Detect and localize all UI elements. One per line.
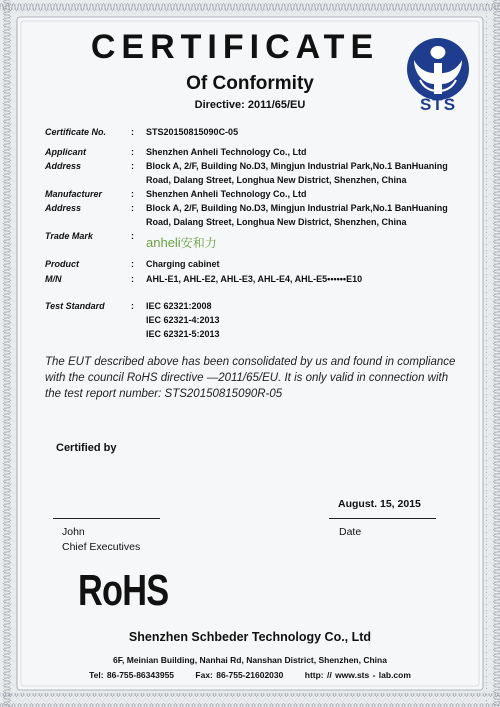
certificate-subtitle: Of Conformity (186, 73, 314, 94)
trade-mark-latin: anheli (146, 235, 181, 250)
model-label: M/N (45, 274, 62, 284)
field-colon: : (131, 203, 134, 213)
applicant-address-value: Block A, 2/F, Building No.D3, Mingjun Industrial Park,No.1 BanHuaning Road, Dalang Street, Longhua New District, Shenzhen, China (146, 161, 448, 185)
issuer-tel: Tel: 86-755-86343955 (89, 670, 175, 680)
manufacturer-address-value: Block A, 2/F, Building No.D3, Mingjun Industrial Park,No.1 BanHuaning Road, Dalang Street, Longhua New District, Shenzhen, China (146, 203, 448, 227)
manufacturer-address-label: Address (45, 203, 82, 213)
rohs-mark: RoHS (78, 566, 169, 615)
issuer-company: Shenzhen Schbeder Technology Co., Ltd (128, 630, 372, 644)
issue-date: August. 15, 2015 (338, 498, 421, 510)
field-colon: : (131, 301, 134, 311)
trade-mark-label: Trade Mark (45, 231, 93, 241)
trade-mark-chinese: 安和力 (180, 236, 217, 250)
test-standard-label: Test Standard (45, 301, 105, 311)
certificate-no-label: Certificate No. (45, 127, 107, 137)
signer-role: Chief Executives (62, 541, 141, 553)
field-colon: : (131, 259, 134, 269)
product-label: Product (45, 259, 80, 269)
field-colon: : (131, 127, 134, 137)
test-standard-2: IEC 62321-4:2013 (146, 315, 220, 325)
certified-by-label: Certified by (56, 442, 117, 454)
applicant-value: Shenzhen Anheli Technology Co., Ltd (146, 147, 307, 157)
test-standard-1: IEC 62321:2008 (146, 301, 212, 311)
certificate-no-value: STS20150815090C-05 (146, 127, 239, 137)
logo-text: STS (419, 95, 457, 114)
manufacturer-label: Manufacturer (45, 189, 103, 199)
field-colon: : (131, 231, 134, 241)
signature-line (53, 518, 160, 519)
field-colon: : (131, 189, 134, 199)
issuer-fax: Fax: 86-755-21602030 (195, 670, 284, 680)
compliance-statement: The EUT described above has been consolidated by us and found in compliance with the council RoHS directive —2011/65/EU. It is only valid in connection with the test report number: STS20150815090R-05 (45, 356, 456, 400)
model-value: AHL-E1, AHL-E2, AHL-E3, AHL-E4, AHL-E5••••••E10 (146, 274, 363, 284)
issuer-address: 6F, Meinian Building, Nanhai Rd, Nanshan District, Shenzhen, China (113, 655, 387, 665)
test-standard-3: IEC 62321-5:2013 (146, 329, 220, 339)
issuer-contact (0, 670, 500, 680)
date-label: Date (339, 526, 362, 538)
trade-mark-logo (146, 234, 217, 251)
applicant-label: Applicant (45, 147, 87, 157)
field-colon: : (131, 274, 134, 284)
certificate-title: CERTIFICATE (90, 28, 380, 66)
issuer-website: http: // www.sts - lab.com (304, 670, 411, 680)
field-colon: : (131, 161, 134, 171)
directive-line: Directive: 2011/65/EU (194, 99, 306, 111)
applicant-address-label: Address (45, 161, 82, 171)
date-line (329, 518, 436, 519)
field-colon: : (131, 147, 134, 157)
signer-name: John (62, 526, 85, 538)
product-value: Charging cabinet (146, 259, 220, 269)
manufacturer-value: Shenzhen Anheli Technology Co., Ltd (146, 189, 307, 199)
